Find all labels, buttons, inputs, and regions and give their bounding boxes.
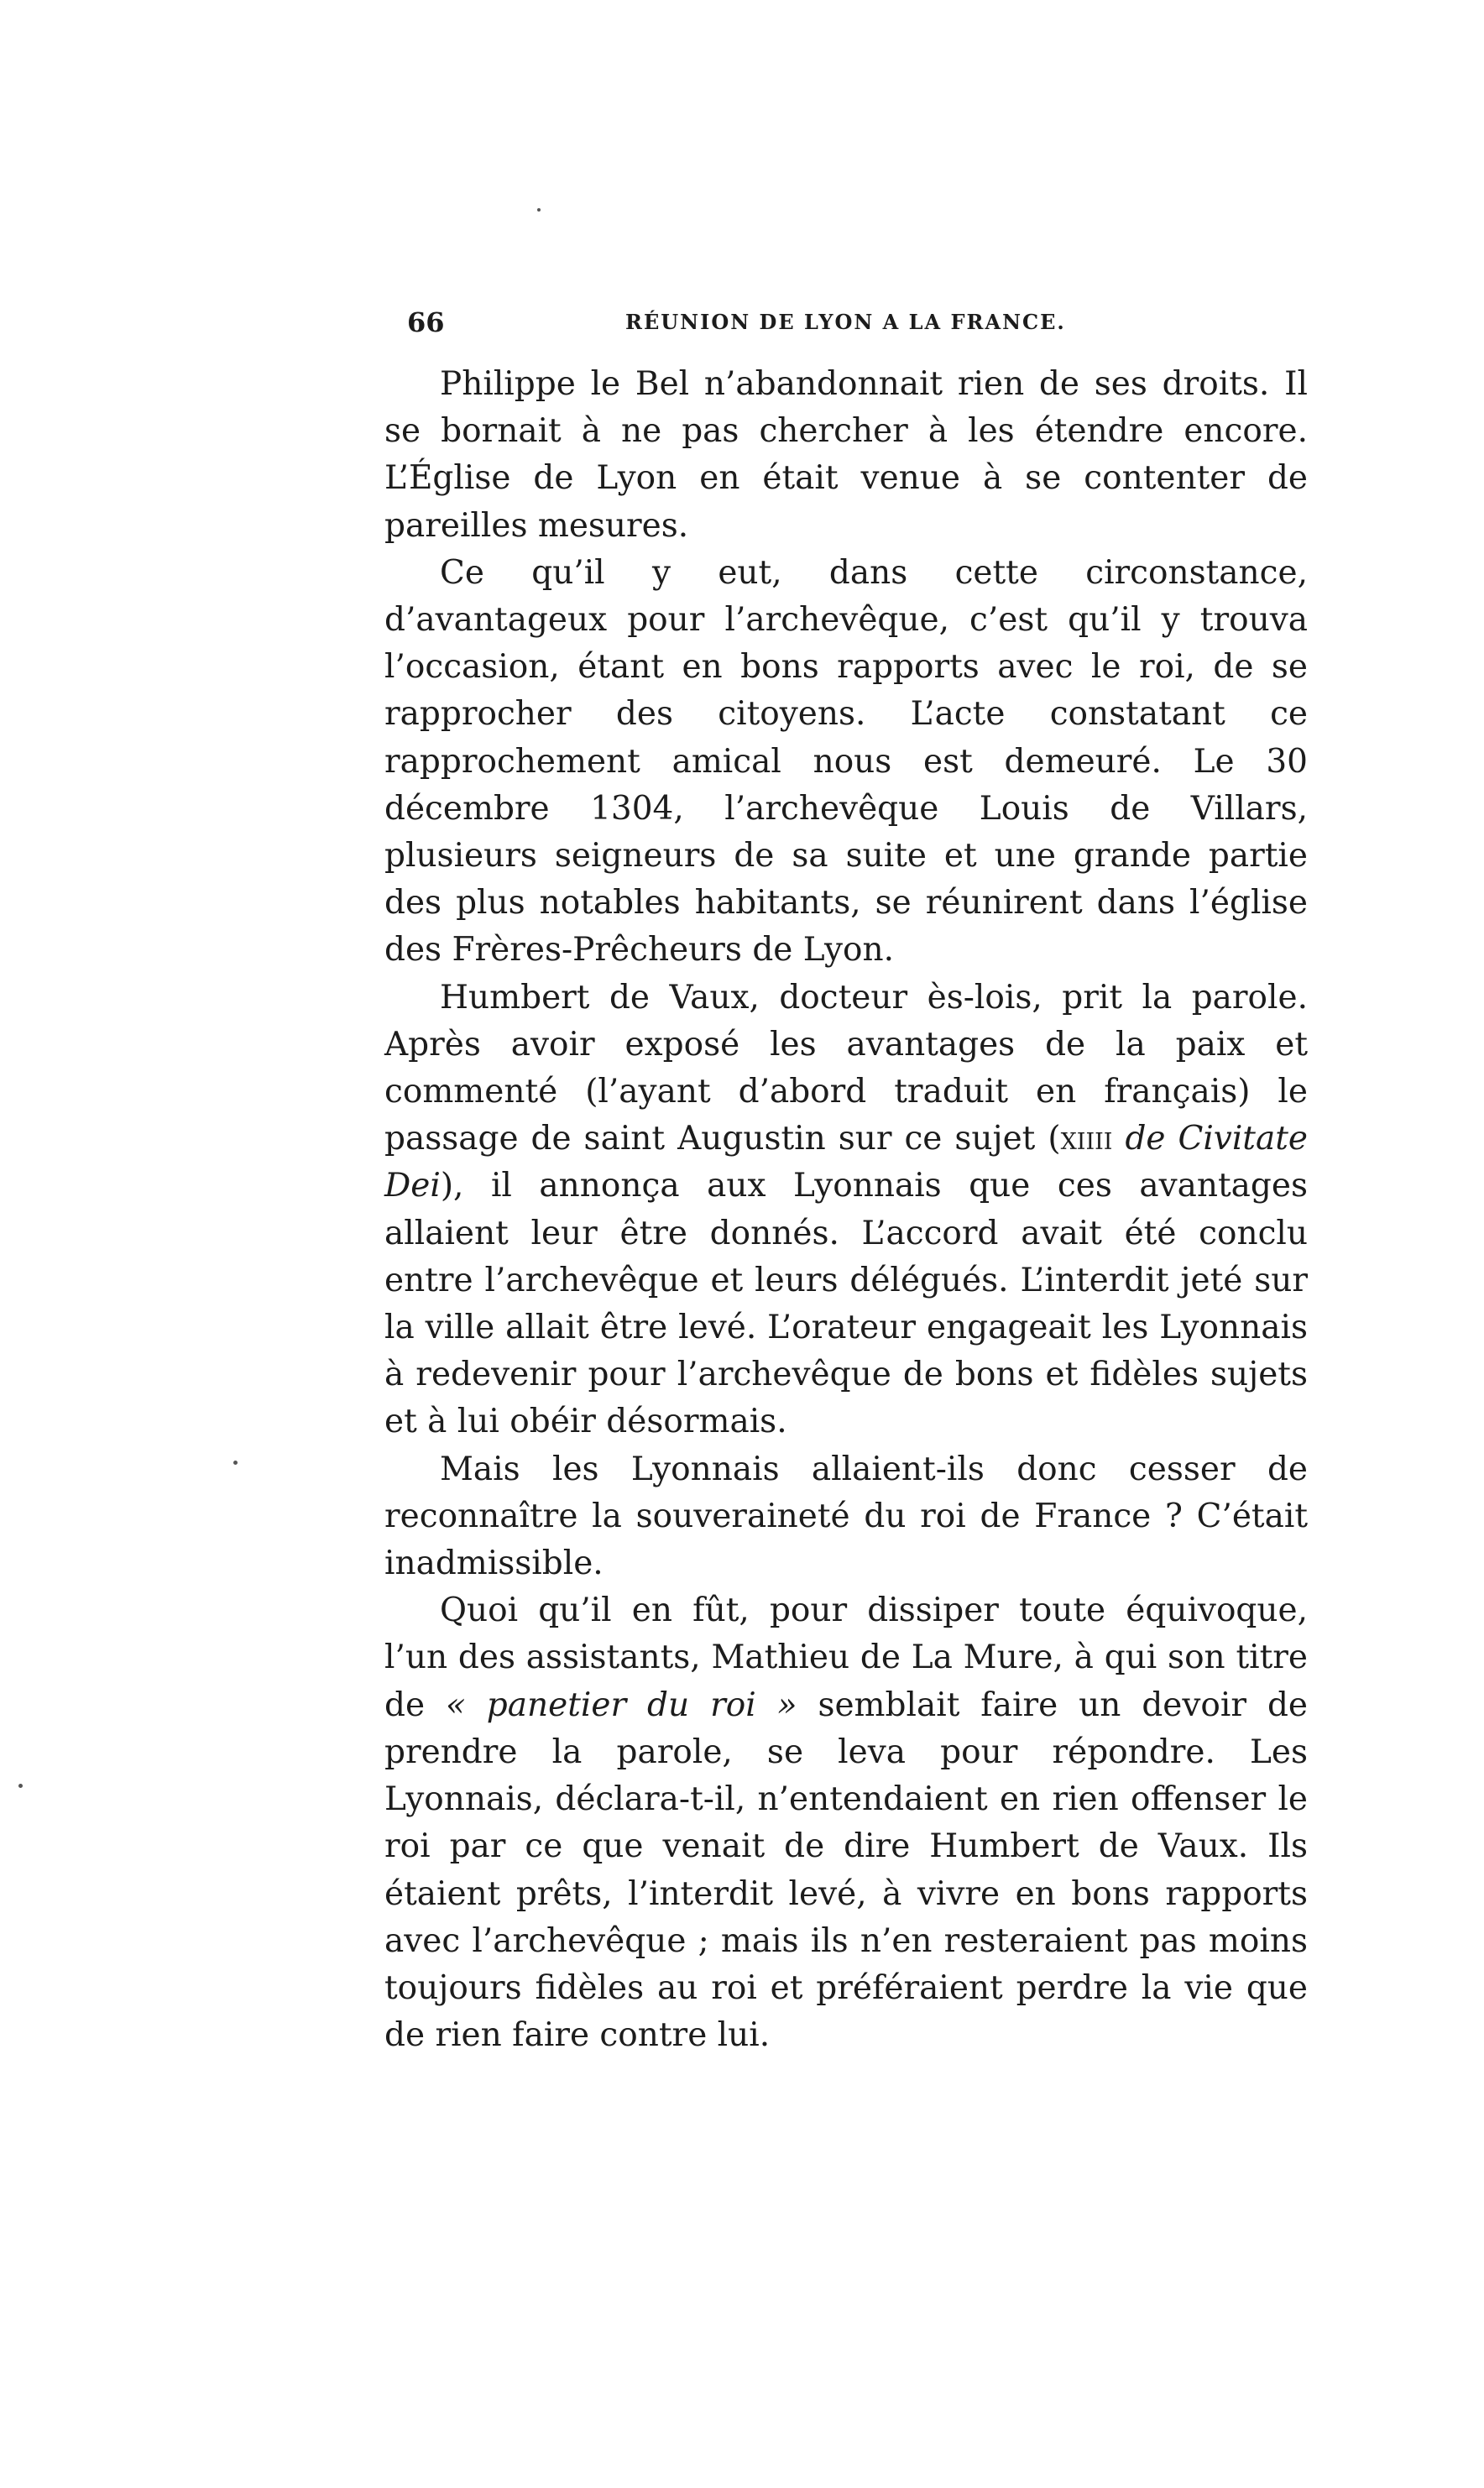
paper-speck [18, 1784, 23, 1788]
citation-title: de Civitate Dei [384, 1120, 1308, 1205]
paper-speck [537, 208, 541, 212]
running-title: RÉUNION DE LYON A LA FRANCE. [625, 310, 1066, 334]
paragraph-3-text-before: Humbert de Vaux, docteur ès-lois, prit la parole. Après avoir exposé les avantages de la paix et commenté (l’ayant d’abord traduit en français) le passage de saint Augustin sur ce sujet ( [384, 978, 1308, 1158]
paper-speck [233, 1461, 238, 1465]
paragraph-5 [384, 1587, 1308, 2059]
roman-numeral: xiiii [1060, 1120, 1113, 1158]
paragraph-1-text: Philippe le Bel n’abandonnait rien de ses droits. Il se bornait à ne pas chercher à les étendre encore. L’Église de Lyon en était venue à se contenter de pareilles mesures. [384, 365, 1308, 545]
spacer [1112, 1120, 1125, 1158]
paragraph-3-text-after: ), il annonça aux Lyonnais que ces avantages allaient leur être donnés. L’accord avait été conclu entre l’archevêque et leurs délégués. L’interdit jeté sur la ville allait être levé. L’orateur engageait les Lyonnais à redevenir pour l’archevêque de bons et fidèles sujets et à lui obéir désormais. [384, 1167, 1308, 1441]
paragraph-5-text-after: semblait faire un devoir de prendre la parole, se leva pour répondre. Les Lyonnais, déclara-t-il, n’entendaient en rien offenser le roi par ce que venait de dire Humbert de Vaux. Ils étaient prêts, l’interdit levé, à vivre en bons rapports avec l’archevêque ; mais ils n’en resteraient pas moins toujours fidèles au roi et préféraient perdre la vie que de rien faire contre lui. [384, 1686, 1308, 2055]
page-number: 66 [407, 306, 445, 338]
paragraph-2-text: Ce qu’il y eut, dans cette circonstance, d’avantageux pour l’archevêque, c’est qu’il y trouva l’occasion, étant en bons rapports avec le roi, de se rapprocher des citoyens. L’acte constatant ce rapprochement amical nous est demeuré. Le 30 décembre 1304, l’archevêque Louis de Villars, plusieurs seigneurs de sa suite et une grande partie des plus notables habitants, se réunirent dans l’église des Frères-Prêcheurs de Lyon. [384, 553, 1308, 970]
paragraph-4-text: Mais les Lyonnais allaient-ils donc cesser de reconnaître la souveraineté du roi de France ? C’était inadmissible. [384, 1450, 1308, 1583]
paragraph-4 [384, 1446, 1308, 1588]
paragraph-1 [384, 361, 1308, 550]
paragraph-5-text-before: Quoi qu’il en fût, pour dissiper toute équivoque, l’un des assistants, Mathieu de La Mure, à qui son titre de [384, 1592, 1308, 1724]
body-text [384, 361, 1308, 2059]
paragraph-2 [384, 550, 1308, 975]
page-header [407, 306, 1246, 348]
title-quote: « panetier du roi » [446, 1686, 797, 1724]
paragraph-3 [384, 975, 1308, 1446]
